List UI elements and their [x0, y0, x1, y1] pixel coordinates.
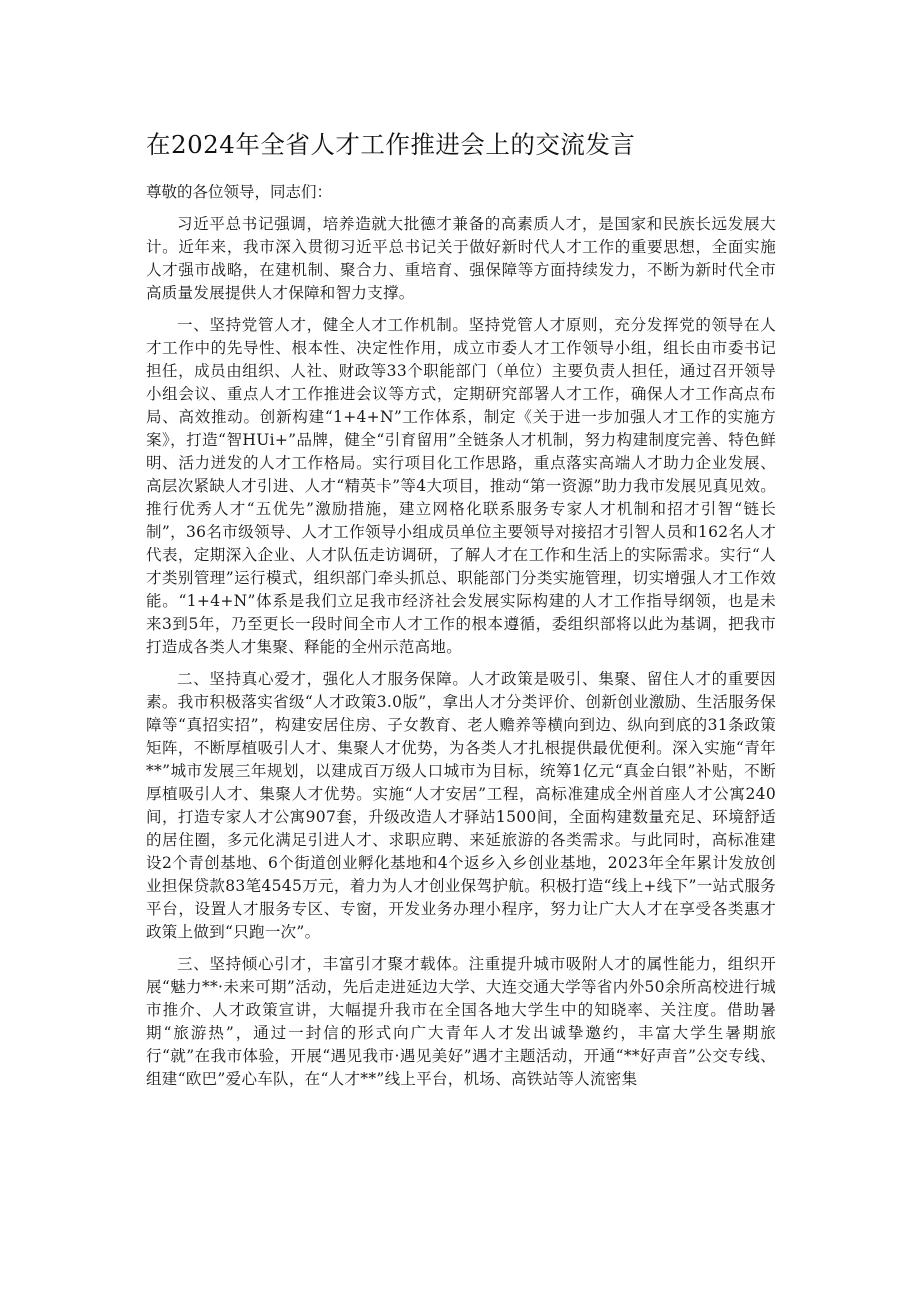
paragraph-section-3: 三、坚持倾心引才，丰富引才聚才载体。注重提升城市吸附人才的属性能力，组织开展“魅力**·未来可期”活动，先后走进延边大学、大连交通大学等省内外50余所高校进行城市推介、人才政策宣讲，大幅提升我市在全国各地大学生中的知晓率、关注度。借助暑期“旅游热”，通过一封信的形式向广大青年人才发出诚挚邀约，丰富大学生暑期旅行“就”在我市体验，开展“遇见我市·遇见美好”遇才主题活动，开通“**好声音”公交专线、组建“欧巴”爱心车队，在“人才**”线上平台，机场、高铁站等人流密集	[146, 955, 776, 1088]
greeting: 尊敬的各位领导，同志们：	[146, 183, 333, 201]
document-title: 在2024年全省人才工作推进会上的交流发言	[146, 130, 636, 159]
document-body	[146, 181, 776, 1100]
paragraph-section-1: 一、坚持党管人才，健全人才工作机制。坚持党管人才原则，充分发挥党的领导在人才工作中的先导性、根本性、决定性作用，成立市委人才工作领导小组，组长由市委书记担任，成员由组织、人社、财政等33个职能部门（单位）主要负责人担任，通过召开领导小组会议、重点人才工作推进会议等方式，定期研究部署人才工作，确保人才工作高点布局、高效推动。创新构建“1+4+N”工作体系，制定《关于进一步加强人才工作的实施方案》，打造“智HUi+”品牌，健全“引育留用”全链条人才机制，努力构建制度完善、特色鲜明、活力迸发的人才工作格局。实行项目化工作思路，重点落实高端人才助力企业发展、高层次紧缺人才引进、人才“精英卡”等4大项目，推动“第一资源”助力我市发展见真见效。推行优秀人才“五优先”激励措施，建立网格化联系服务专家人才机制和招才引智“链长制”，36名市级领导、人才工作领导小组成员单位主要领导对接招才引智人员和162名人才代表，定期深入企业、人才队伍走访调研，了解人才在工作和生活上的实际需求。实行“人才类别管理”运行模式，组织部门牵头抓总、职能部门分类实施管理，切实增强人才工作效能。“1+4+N”体系是我们立足我市经济社会发展实际构建的人才工作指导纲领，也是未来3到5年，乃至更长一段时间全市人才工作的根本遵循，委组织部将以此为基调，把我市打造成各类人才集聚、释能的全州示范高地。	[146, 316, 776, 656]
paragraph-intro: 习近平总书记强调，培养造就大批德才兼备的高素质人才，是国家和民族长远发展大计。近年来，我市深入贯彻习近平总书记关于做好新时代人才工作的重要思想，全面实施人才强市战略，在建机制、聚合力、重培育、强保障等方面持续发力，不断为新时代全市高质量发展提供人才保障和智力支撑。	[146, 215, 776, 302]
paragraph-section-2: 二、坚持真心爱才，强化人才服务保障。人才政策是吸引、集聚、留住人才的重要因素。我市积极落实省级“人才政策3.0版”，拿出人才分类评价、创新创业激励、生活服务保障等“真招实招”，构建安居住房、子女教育、老人赡养等横向到边、纵向到底的31条政策矩阵，不断厚植吸引人才、集聚人才优势，为各类人才扎根提供最优便利。深入实施“青年**”城市发展三年规划，以建成百万级人口城市为目标，统筹1亿元“真金白银”补贴，不断厚植吸引人才、集聚人才优势。实施“人才安居”工程，高标准建成全州首座人才公寓240间，打造专家人才公寓907套，升级改造人才驿站1500间，全面构建数量充足、环境舒适的居住圈，多元化满足引进人才、求职应聘、来延旅游的各类需求。与此同时，高标准建设2个青创基地、6个街道创业孵化基地和4个返乡入乡创业基地，2023年全年累计发放创业担保贷款83笔4545万元，着力为人才创业保驾护航。积极打造“线上+线下”一站式服务平台，设置人才服务专区、专窗，开发业务办理小程序，努力让广大人才在享受各类惠才政策上做到“只跑一次”。	[146, 670, 776, 941]
